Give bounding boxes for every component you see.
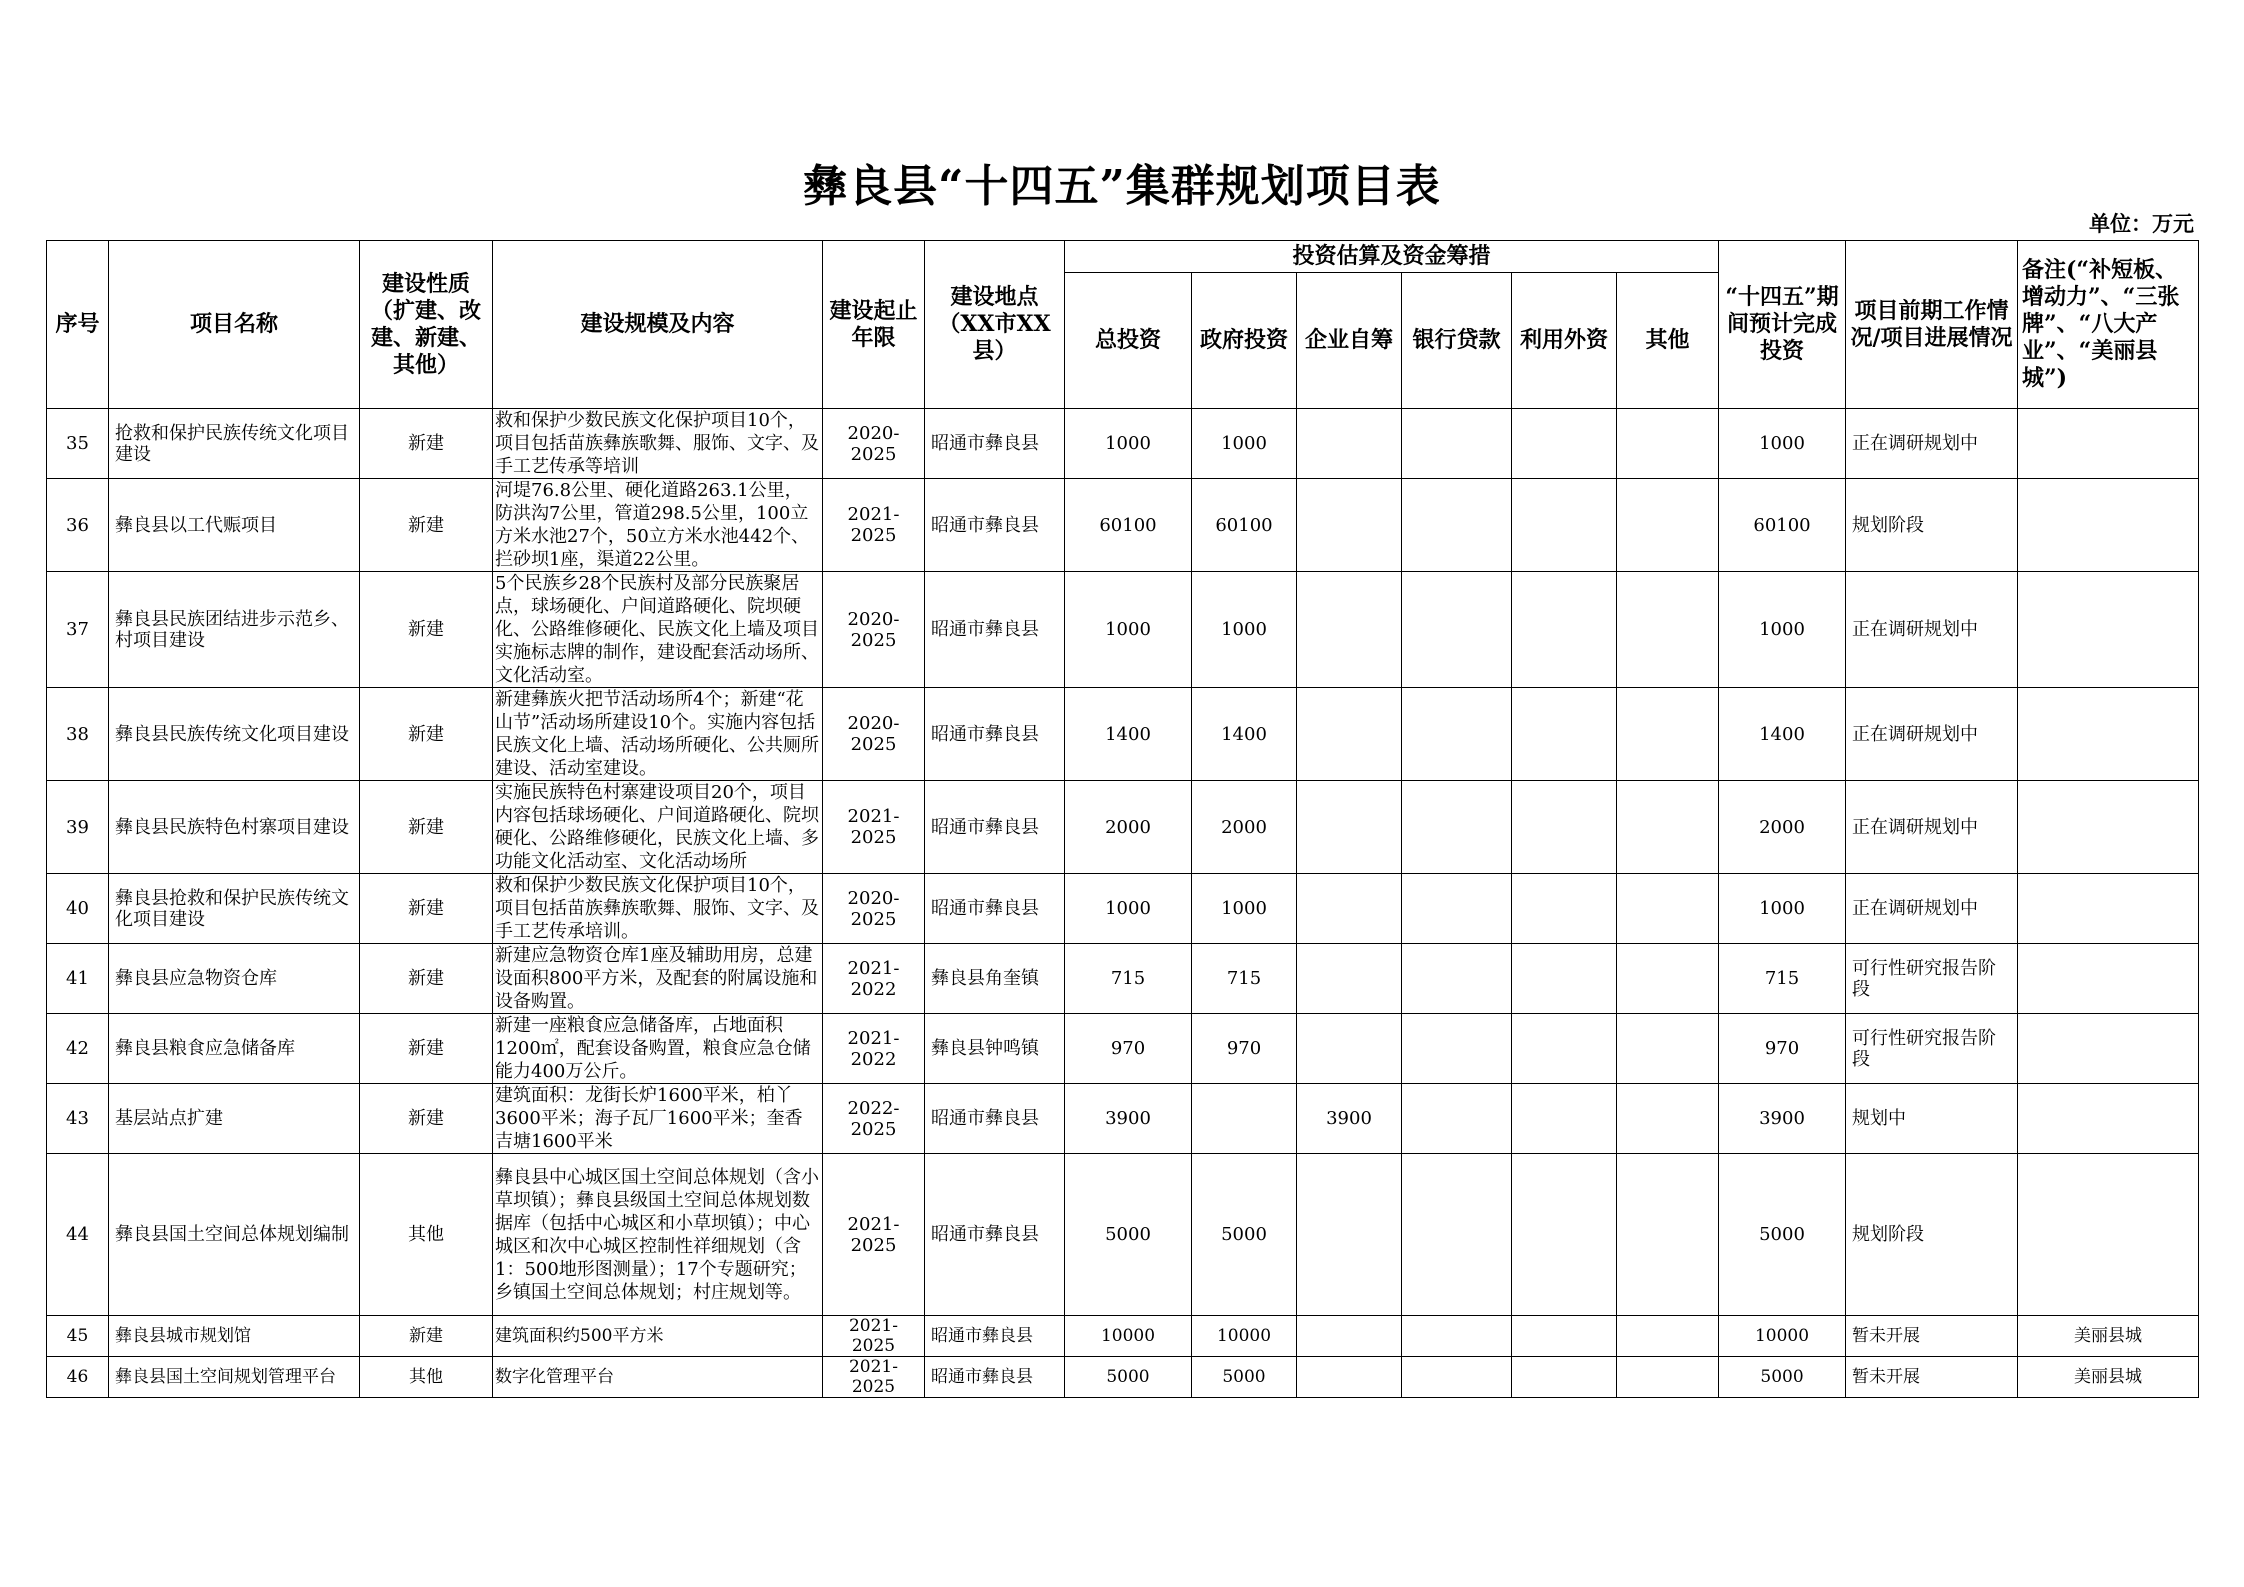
row-foreign	[1512, 1316, 1617, 1357]
row-nature: 新建	[360, 572, 493, 688]
row-seq: 35	[47, 409, 109, 479]
row-scale: 新建彝族火把节活动场所4个；新建“花山节”活动场所建设10个。实施内容包括民族文化上墙、活动场所硬化、公共厕所建设、活动室建设。	[493, 688, 823, 781]
row-enterprise	[1297, 572, 1402, 688]
row-bank	[1402, 1014, 1512, 1084]
row-note: 美丽县城	[2018, 1357, 2199, 1398]
row-nature: 其他	[360, 1154, 493, 1316]
row-foreign	[1512, 1084, 1617, 1154]
row-name: 彝良县民族团结进步示范乡、村项目建设	[109, 572, 360, 688]
row-location: 昭通市彝良县	[925, 688, 1065, 781]
row-enterprise	[1297, 1014, 1402, 1084]
row-bank	[1402, 572, 1512, 688]
header-foreign: 利用外资	[1512, 273, 1617, 409]
row-gov: 60100	[1192, 479, 1297, 572]
row-gov: 5000	[1192, 1357, 1297, 1398]
row-period: 2022-2025	[823, 1084, 925, 1154]
row-gov: 1000	[1192, 874, 1297, 944]
row-progress: 正在调研规划中	[1846, 688, 2018, 781]
header-bank: 银行贷款	[1402, 273, 1512, 409]
row-nature: 新建	[360, 688, 493, 781]
row-other	[1617, 572, 1719, 688]
row-progress: 正在调研规划中	[1846, 874, 2018, 944]
row-name: 基层站点扩建	[109, 1084, 360, 1154]
row-other	[1617, 479, 1719, 572]
row-name: 抢救和保护民族传统文化项目建设	[109, 409, 360, 479]
row-period: 2020-2025	[823, 409, 925, 479]
table-row	[47, 409, 2199, 479]
row-expected: 1000	[1719, 874, 1846, 944]
row-bank	[1402, 1316, 1512, 1357]
row-foreign	[1512, 1014, 1617, 1084]
row-note	[2018, 944, 2199, 1014]
row-note: 美丽县城	[2018, 1316, 2199, 1357]
row-name: 彝良县城市规划馆	[109, 1316, 360, 1357]
row-other	[1617, 1014, 1719, 1084]
row-other	[1617, 409, 1719, 479]
row-expected: 2000	[1719, 781, 1846, 874]
header-location: 建设地点（XX市XX县）	[925, 241, 1065, 409]
row-total: 1000	[1065, 572, 1192, 688]
header-name: 项目名称	[109, 241, 360, 409]
row-other	[1617, 1154, 1719, 1316]
row-note	[2018, 572, 2199, 688]
row-period: 2021-2025	[823, 1154, 925, 1316]
row-seq: 43	[47, 1084, 109, 1154]
row-total: 970	[1065, 1014, 1192, 1084]
row-total: 2000	[1065, 781, 1192, 874]
row-total: 5000	[1065, 1154, 1192, 1316]
row-enterprise	[1297, 1357, 1402, 1398]
row-gov: 1400	[1192, 688, 1297, 781]
row-expected: 1000	[1719, 572, 1846, 688]
row-bank	[1402, 479, 1512, 572]
row-expected: 1000	[1719, 409, 1846, 479]
row-foreign	[1512, 409, 1617, 479]
row-note	[2018, 1084, 2199, 1154]
row-scale: 救和保护少数民族文化保护项目10个，项目包括苗族彝族歌舞、服饰、文字、及手工艺传承培训。	[493, 874, 823, 944]
row-location: 昭通市彝良县	[925, 1316, 1065, 1357]
row-note	[2018, 874, 2199, 944]
row-scale: 彝良县中心城区国土空间总体规划（含小草坝镇）；彝良县级国土空间总体规划数据库（包括中心城区和小草坝镇）；中心城区和次中心城区控制性祥细规划（含1：500地形图测量）；17个专题研究；乡镇国土空间总体规划；村庄规划等。	[493, 1154, 823, 1316]
row-foreign	[1512, 1357, 1617, 1398]
row-nature: 新建	[360, 944, 493, 1014]
header-total: 总投资	[1065, 273, 1192, 409]
table-row	[47, 944, 2199, 1014]
row-location: 昭通市彝良县	[925, 1084, 1065, 1154]
row-seq: 37	[47, 572, 109, 688]
page-title: 彝良县“十四五”集群规划项目表	[803, 161, 1441, 212]
row-period: 2021-2025	[823, 1357, 925, 1398]
row-period: 2020-2025	[823, 572, 925, 688]
row-period: 2021-2025	[823, 1316, 925, 1357]
row-expected: 3900	[1719, 1084, 1846, 1154]
row-gov: 970	[1192, 1014, 1297, 1084]
row-gov: 1000	[1192, 572, 1297, 688]
row-location: 彝良县角奎镇	[925, 944, 1065, 1014]
row-gov: 5000	[1192, 1154, 1297, 1316]
row-location: 昭通市彝良县	[925, 781, 1065, 874]
row-period: 2021-2022	[823, 1014, 925, 1084]
row-bank	[1402, 781, 1512, 874]
row-scale: 河堤76.8公里、硬化道路263.1公里，防洪沟7公里，管道298.5公里，100立方米水池27个，50立方米水池442个、拦砂坝1座，渠道22公里。	[493, 479, 823, 572]
row-progress: 暂未开展	[1846, 1357, 2018, 1398]
row-gov: 2000	[1192, 781, 1297, 874]
row-total: 5000	[1065, 1357, 1192, 1398]
header-enterprise: 企业自筹	[1297, 273, 1402, 409]
row-bank	[1402, 1357, 1512, 1398]
row-name: 彝良县国土空间总体规划编制	[109, 1154, 360, 1316]
row-other	[1617, 1357, 1719, 1398]
row-nature: 新建	[360, 781, 493, 874]
row-expected: 5000	[1719, 1154, 1846, 1316]
row-nature: 新建	[360, 1316, 493, 1357]
row-location: 昭通市彝良县	[925, 572, 1065, 688]
row-progress: 正在调研规划中	[1846, 781, 2018, 874]
row-scale: 建筑面积约500平方米	[493, 1316, 823, 1357]
row-scale: 5个民族乡28个民族村及部分民族聚居点，球场硬化、户间道路硬化、院坝硬化、公路维修硬化、民族文化上墙及项目实施标志牌的制作，建设配套活动场所、文化活动室。	[493, 572, 823, 688]
header-gov: 政府投资	[1192, 273, 1297, 409]
header-progress: 项目前期工作情况/项目进展情况	[1846, 241, 2018, 409]
row-bank	[1402, 944, 1512, 1014]
row-enterprise	[1297, 944, 1402, 1014]
table-row	[47, 1316, 2199, 1357]
row-seq: 45	[47, 1316, 109, 1357]
row-total: 1000	[1065, 874, 1192, 944]
row-name: 彝良县应急物资仓库	[109, 944, 360, 1014]
row-gov: 1000	[1192, 409, 1297, 479]
row-progress: 可行性研究报告阶段	[1846, 944, 2018, 1014]
header-expected: “十四五”期间预计完成投资	[1719, 241, 1846, 409]
row-enterprise: 3900	[1297, 1084, 1402, 1154]
row-progress: 规划中	[1846, 1084, 2018, 1154]
row-nature: 新建	[360, 409, 493, 479]
row-total: 60100	[1065, 479, 1192, 572]
table-row	[47, 572, 2199, 688]
row-name: 彝良县民族特色村寨项目建设	[109, 781, 360, 874]
row-nature: 新建	[360, 1014, 493, 1084]
row-seq: 39	[47, 781, 109, 874]
row-nature: 新建	[360, 479, 493, 572]
row-expected: 60100	[1719, 479, 1846, 572]
row-note	[2018, 688, 2199, 781]
row-period: 2021-2022	[823, 944, 925, 1014]
row-other	[1617, 781, 1719, 874]
row-expected: 970	[1719, 1014, 1846, 1084]
row-scale: 新建应急物资仓库1座及辅助用房，总建设面积800平方米，及配套的附属设施和设备购置。	[493, 944, 823, 1014]
row-progress: 正在调研规划中	[1846, 409, 2018, 479]
header-invest-group: 投资估算及资金筹措	[1065, 241, 1719, 273]
row-enterprise	[1297, 479, 1402, 572]
table-row	[47, 1357, 2199, 1398]
header-seq: 序号	[47, 241, 109, 409]
row-enterprise	[1297, 1154, 1402, 1316]
row-seq: 46	[47, 1357, 109, 1398]
row-other	[1617, 944, 1719, 1014]
row-scale: 数字化管理平台	[493, 1357, 823, 1398]
table-row	[47, 688, 2199, 781]
header-period: 建设起止年限	[823, 241, 925, 409]
row-enterprise	[1297, 874, 1402, 944]
row-period: 2020-2025	[823, 874, 925, 944]
row-name: 彝良县以工代赈项目	[109, 479, 360, 572]
row-gov: 10000	[1192, 1316, 1297, 1357]
row-bank	[1402, 1154, 1512, 1316]
row-enterprise	[1297, 1316, 1402, 1357]
row-note	[2018, 1014, 2199, 1084]
row-foreign	[1512, 1154, 1617, 1316]
row-bank	[1402, 874, 1512, 944]
row-nature: 新建	[360, 1084, 493, 1154]
row-foreign	[1512, 572, 1617, 688]
row-scale: 新建一座粮食应急储备库，占地面积1200㎡，配套设备购置，粮食应急仓储能力400万公斤。	[493, 1014, 823, 1084]
row-expected: 5000	[1719, 1357, 1846, 1398]
row-progress: 正在调研规划中	[1846, 572, 2018, 688]
unit-label: 单位：万元	[2089, 211, 2194, 236]
row-foreign	[1512, 479, 1617, 572]
row-other	[1617, 1316, 1719, 1357]
row-note	[2018, 1154, 2199, 1316]
row-progress: 规划阶段	[1846, 479, 2018, 572]
row-note	[2018, 479, 2199, 572]
table-row	[47, 1154, 2199, 1316]
row-foreign	[1512, 781, 1617, 874]
row-nature: 其他	[360, 1357, 493, 1398]
row-seq: 38	[47, 688, 109, 781]
row-name: 彝良县抢救和保护民族传统文化项目建设	[109, 874, 360, 944]
row-seq: 44	[47, 1154, 109, 1316]
header-scale: 建设规模及内容	[493, 241, 823, 409]
row-foreign	[1512, 944, 1617, 1014]
row-name: 彝良县国土空间规划管理平台	[109, 1357, 360, 1398]
table-row	[47, 781, 2199, 874]
row-expected: 10000	[1719, 1316, 1846, 1357]
row-progress: 可行性研究报告阶段	[1846, 1014, 2018, 1084]
row-scale: 建筑面积：龙街长炉1600平米，柏丫3600平米；海子瓦厂1600平米；奎香吉塘1600平米	[493, 1084, 823, 1154]
row-period: 2021-2025	[823, 781, 925, 874]
row-total: 1000	[1065, 409, 1192, 479]
row-gov	[1192, 1084, 1297, 1154]
header-other: 其他	[1617, 273, 1719, 409]
row-enterprise	[1297, 409, 1402, 479]
row-other	[1617, 1084, 1719, 1154]
row-gov: 715	[1192, 944, 1297, 1014]
header-note: 备注(“补短板、增动力”、“三张牌”、“八大产业”、“美丽县城”)	[2018, 241, 2199, 409]
header-nature: 建设性质（扩建、改建、新建、其他）	[360, 241, 493, 409]
row-expected: 1400	[1719, 688, 1846, 781]
row-location: 昭通市彝良县	[925, 1357, 1065, 1398]
row-progress: 规划阶段	[1846, 1154, 2018, 1316]
row-foreign	[1512, 688, 1617, 781]
project-table	[46, 240, 2199, 1398]
row-total: 10000	[1065, 1316, 1192, 1357]
row-total: 715	[1065, 944, 1192, 1014]
row-other	[1617, 874, 1719, 944]
row-location: 昭通市彝良县	[925, 409, 1065, 479]
row-total: 1400	[1065, 688, 1192, 781]
row-bank	[1402, 1084, 1512, 1154]
row-seq: 36	[47, 479, 109, 572]
row-other	[1617, 688, 1719, 781]
row-note	[2018, 781, 2199, 874]
row-bank	[1402, 688, 1512, 781]
row-scale: 救和保护少数民族文化保护项目10个，项目包括苗族彝族歌舞、服饰、文字、及手工艺传承等培训	[493, 409, 823, 479]
row-location: 昭通市彝良县	[925, 1154, 1065, 1316]
row-period: 2020-2025	[823, 688, 925, 781]
row-scale: 实施民族特色村寨建设项目20个，项目内容包括球场硬化、户间道路硬化、院坝硬化、公路维修硬化，民族文化上墙、多功能文化活动室、文化活动场所	[493, 781, 823, 874]
row-name: 彝良县民族传统文化项目建设	[109, 688, 360, 781]
row-note	[2018, 409, 2199, 479]
row-seq: 40	[47, 874, 109, 944]
row-progress: 暂未开展	[1846, 1316, 2018, 1357]
row-enterprise	[1297, 781, 1402, 874]
row-location: 昭通市彝良县	[925, 479, 1065, 572]
row-seq: 41	[47, 944, 109, 1014]
row-period: 2021-2025	[823, 479, 925, 572]
table-row	[47, 874, 2199, 944]
row-bank	[1402, 409, 1512, 479]
row-location: 彝良县钟鸣镇	[925, 1014, 1065, 1084]
row-name: 彝良县粮食应急储备库	[109, 1014, 360, 1084]
row-expected: 715	[1719, 944, 1846, 1014]
row-foreign	[1512, 874, 1617, 944]
table-row	[47, 1014, 2199, 1084]
table-row	[47, 1084, 2199, 1154]
row-total: 3900	[1065, 1084, 1192, 1154]
table-row	[47, 479, 2199, 572]
row-enterprise	[1297, 688, 1402, 781]
row-seq: 42	[47, 1014, 109, 1084]
row-location: 昭通市彝良县	[925, 874, 1065, 944]
row-nature: 新建	[360, 874, 493, 944]
